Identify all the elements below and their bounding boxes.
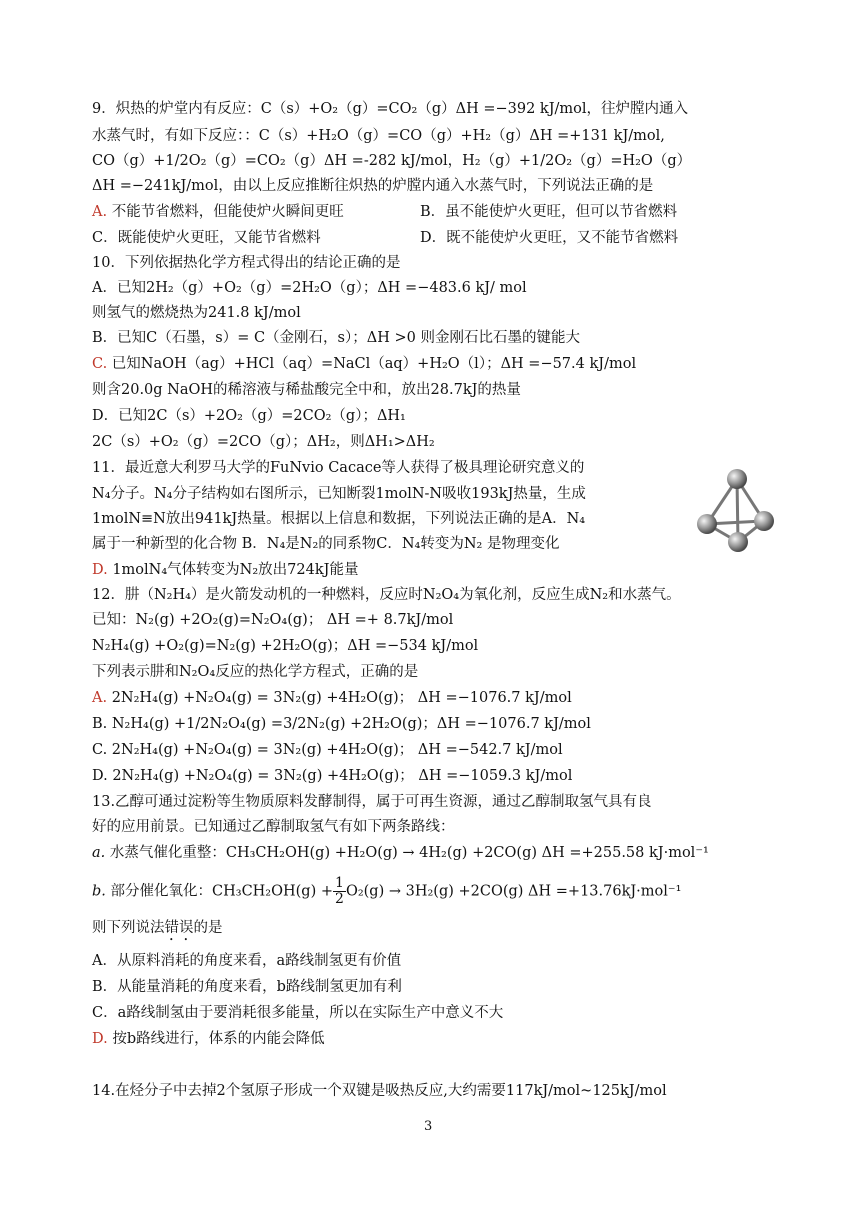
q13-route-b-pre: 部分催化氧化：CH₃CH₂OH(g) + [105,883,334,900]
q13-option-a: A．从原料消耗的角度来看，a路线制氢更有价值 [92,953,402,969]
q13-option-d-text: 按b路线进行，体系的内能会降低 [107,1031,325,1047]
q10-option-a-line-2: 则氢气的燃烧热为241.8 kJ/mol [92,305,301,321]
q11-line-1: 11．最近意大利罗马大学的FuNvio Cacace等人获得了极具理论研究意义的 [92,460,585,476]
q12-line-2: 已知：N₂(g) +2O₂(g)=N₂O₄(g)； ΔH =+ 8.7kJ/mol [92,612,454,628]
q11-line-2: N₄分子。N₄分子结构如右图所示，已知断裂1molN-N吸收193kJ热量，生成 [92,486,586,502]
q13-stem: 则下列说法错误的是 [92,920,223,936]
q13-option-d [92,1029,325,1049]
q13-route-b-label: b. [92,883,106,900]
q12-option-b: B. N₂H₄(g) +1/2N₂O₄(g) =3/2N₂(g) +2H₂O(g)；ΔH =−1076.7 kJ/mol [92,716,591,732]
q12-option-a-letter: A. [92,690,108,706]
q10-option-c-line-2: 则含20.0g NaOH的稀溶液与稀盐酸完全中和，放出28.7kJ的热量 [92,382,521,398]
q12-line-3: N₂H₄(g) +O₂(g)=N₂(g) +2H₂O(g)；ΔH =−534 kJ/mol [92,638,479,654]
q11-line-4: 属于一种新型的化合物 B．N₄是N₂的同系物C．N₄转变为N₂ 是物理变化 [92,536,560,552]
n4-atom-bottom [728,532,748,552]
q12-option-a [92,688,572,708]
q12-line-1: 12．肼（N₂H₄）是火箭发动机的一种燃料，反应时N₂O₄为氧化剂，反应生成N₂和水蒸气。 [92,587,681,603]
q9-option-a [92,202,344,222]
q12-option-a-text: 2N₂H₄(g) +N₂O₄(g) = 3N₂(g) +4H₂O(g)； ΔH =−1076.7 kJ/mol [107,690,572,706]
n4-atom-top [727,469,747,489]
q9-option-a-text: 不能节省燃料，但能使炉火瞬间更旺 [107,204,344,220]
q9-line-2: 水蒸气时，有如下反应：：C（s）+H₂O（g）=CO（g）+H₂（g）ΔH =+131 kJ/mol, [92,128,665,144]
q11-option-d [92,560,358,580]
n4-atom-left [697,514,717,534]
q12-line-4: 下列表示肼和N₂O₄反应的热化学方程式，正确的是 [92,664,419,680]
q13-option-b: B．从能量消耗的角度来看，b路线制氢更加有利 [92,979,402,995]
q13-route-a-label: a. [92,845,106,861]
q12-option-c: C. 2N₂H₄(g) +N₂O₄(g) = 3N₂(g) +4H₂O(g)； ΔH =−542.7 kJ/mol [92,742,563,758]
q13-option-c: C．a路线制氢由于要消耗很多能量，所以在实际生产中意义不大 [92,1005,504,1021]
n4-molecule-image [694,466,780,556]
n4-atom-right [754,511,774,531]
q10-option-b: B．已知C（石墨，s）= C（金刚石，s）；ΔH >0 则金刚石比石墨的键能大 [92,330,580,346]
q10-option-c-line-1 [92,354,636,374]
q13-line-1: 13.乙醇可通过淀粉等生物质原料发酵制得，属于可再生资源，通过乙醇制取氢气具有良 [92,794,652,810]
q13-option-d-letter: D. [92,1031,108,1047]
one-half-fraction: $\frac{1}{2}$ [335,875,344,907]
q9-option-b: B．虽不能使炉火更旺，但可以节省燃料 [420,204,678,220]
q9-option-d: D．既不能使炉火更旺，又不能节省燃料 [420,230,679,246]
q13-route-b [92,876,681,907]
q11-option-d-letter: D. [92,562,108,578]
q13-route-a-text: 水蒸气催化重整：CH₃CH₂OH(g) +H₂O(g) → 4H₂(g) +2CO(g) ΔH =+255.58 kJ·mol⁻¹ [105,845,709,861]
emphasis-cuowu: 错误 [164,920,194,936]
q12-option-d: D. 2N₂H₄(g) +N₂O₄(g) = 3N₂(g) +4H₂O(g)； ΔH =−1059.3 kJ/mol [92,768,573,784]
page-number: 3 [424,1119,433,1134]
q11-line-3: 1molN≡N放出941kJ热量。根据以上信息和数据，下列说法正确的是A．N₄ [92,511,586,527]
q10-option-d-line-1: D．已知2C（s）+2O₂（g）=2CO₂（g）；ΔH₁ [92,408,406,424]
q10-option-c-text: 已知NaOH（ag）+HCl（aq）=NaCl（aq）+H₂O（l）；ΔH =−57.4 kJ/mol [107,356,637,372]
q9-line-3: CO（g）+1/2O₂（g）=CO₂（g）ΔH =-282 kJ/mol，H₂（g）+1/2O₂（g）=H₂O（g） [92,153,692,169]
q9-option-a-letter: A. [92,204,108,220]
q10-option-d-line-2: 2C（s）+O₂（g）=2CO（g）；ΔH₂，则ΔH₁>ΔH₂ [92,434,435,450]
q13-route-b-post: O₂(g) → 3H₂(g) +2CO(g) ΔH =+13.76kJ·mol⁻¹ [345,883,682,900]
q14-line-1: 14.在烃分子中去掉2个氢原子形成一个双键是吸热反应,大约需要117kJ/mol~125kJ/mol [92,1083,667,1099]
q10-option-c-letter: C. [92,356,108,372]
q11-option-d-text: 1molN₄气体转变为N₂放出724kJ能量 [107,562,359,578]
q13-route-a [92,843,709,863]
q13-line-2: 好的应用前景。已知通过乙醇制取氢气有如下两条路线： [92,819,455,835]
q10-option-a-line-1: A．已知2H₂（g）+O₂（g）=2H₂O（g）；ΔH =−483.6 kJ/ mol [92,280,527,296]
q10-stem: 10．下列依据热化学方程式得出的结论正确的是 [92,255,401,271]
q9-option-c: C．既能使炉火更旺，又能节省燃料 [92,230,321,246]
q9-line-4: ΔH =−241kJ/mol，由以上反应推断往炽热的炉膛内通入水蒸气时，下列说法正确的是 [92,178,654,194]
q9-line-1: 9．炽热的炉堂内有反应：C（s）+O₂（g）=CO₂（g）ΔH =−392 kJ/mol，往炉膛内通入 [92,101,689,117]
